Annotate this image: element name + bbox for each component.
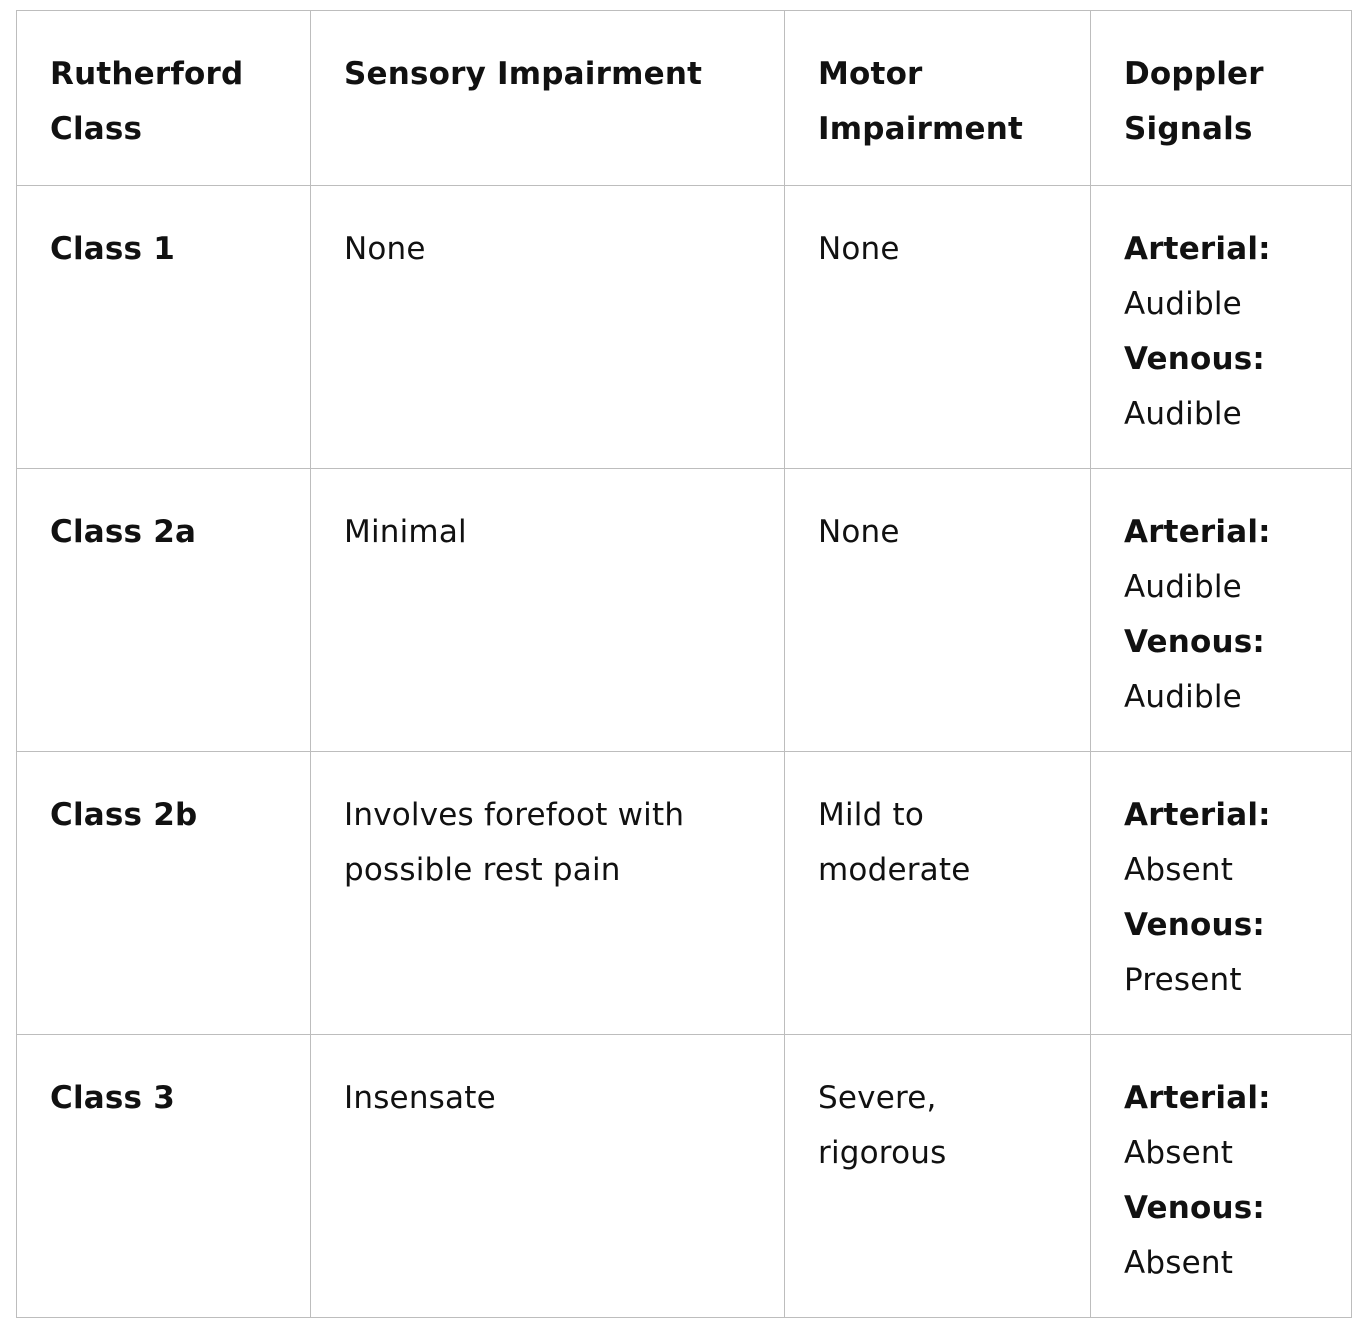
arterial-label: Arterial: xyxy=(1124,1080,1271,1116)
header-rutherford-class: Rutherford Class xyxy=(17,11,311,186)
sensory-cell: Minimal xyxy=(311,469,785,752)
arterial-value: Absent xyxy=(1124,852,1234,888)
doppler-cell xyxy=(1091,1035,1352,1318)
class-cell: Class 3 xyxy=(17,1035,311,1318)
table-body xyxy=(17,186,1352,1318)
sensory-cell: Involves forefoot with possible rest pain xyxy=(311,752,785,1035)
arterial-label: Arterial: xyxy=(1124,797,1271,833)
motor-cell: None xyxy=(785,469,1091,752)
motor-cell: Mild to moderate xyxy=(785,752,1091,1035)
class-cell: Class 2b xyxy=(17,752,311,1035)
header-sensory-impairment: Sensory Impairment xyxy=(311,11,785,186)
sensory-cell: Insensate xyxy=(311,1035,785,1318)
doppler-cell xyxy=(1091,469,1352,752)
arterial-value: Audible xyxy=(1124,569,1242,605)
class-cell: Class 1 xyxy=(17,186,311,469)
motor-cell: Severe, rigorous xyxy=(785,1035,1091,1318)
motor-cell: None xyxy=(785,186,1091,469)
table-row xyxy=(17,469,1352,752)
arterial-label: Arterial: xyxy=(1124,231,1271,267)
venous-value: Absent xyxy=(1124,1245,1234,1281)
table-row xyxy=(17,186,1352,469)
arterial-value: Audible xyxy=(1124,286,1242,322)
arterial-value: Absent xyxy=(1124,1135,1234,1171)
venous-value: Present xyxy=(1124,962,1242,998)
venous-value: Audible xyxy=(1124,396,1242,432)
venous-label: Venous: xyxy=(1124,907,1266,943)
venous-label: Venous: xyxy=(1124,1190,1266,1226)
table-row xyxy=(17,752,1352,1035)
venous-label: Venous: xyxy=(1124,341,1266,377)
header-motor-impairment: Motor Impairment xyxy=(785,11,1091,186)
doppler-cell xyxy=(1091,752,1352,1035)
header-doppler-signals: Doppler Signals xyxy=(1091,11,1352,186)
table-header xyxy=(17,11,1352,186)
venous-label: Venous: xyxy=(1124,624,1266,660)
arterial-label: Arterial: xyxy=(1124,514,1271,550)
table-row xyxy=(17,1035,1352,1318)
venous-value: Audible xyxy=(1124,679,1242,715)
class-cell: Class 2a xyxy=(17,469,311,752)
sensory-cell: None xyxy=(311,186,785,469)
doppler-cell xyxy=(1091,186,1352,469)
header-row xyxy=(17,11,1352,186)
rutherford-classification-table xyxy=(16,10,1352,1318)
